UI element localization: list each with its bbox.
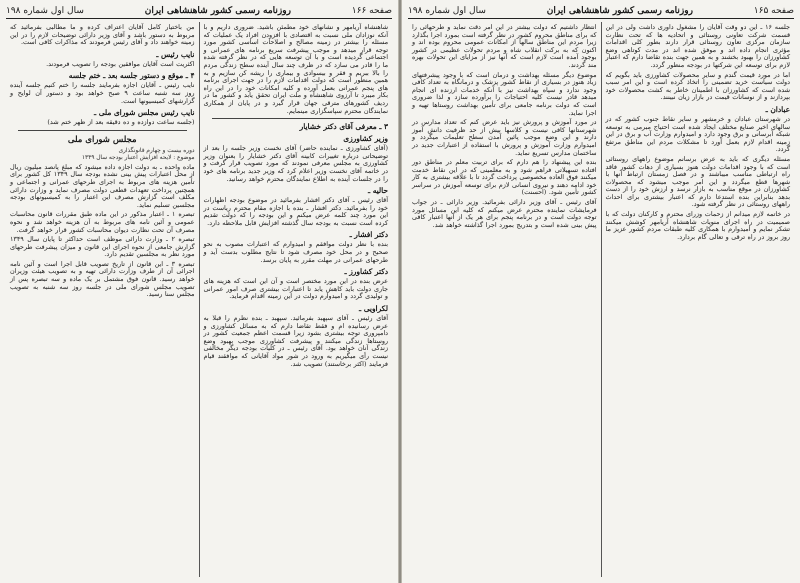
- text-paragraph: (آقای کشاورزی ـ نماینده حاضر) آقای نخست وزیر جلسه را بعد از توضیحاتی درباره تغییرات کابینه آقای دکتر خشایار را بعنوان وزیر کشاورزی به مجلس معرفی نمودند که مورد تصویب قرار گرفت و در خاتمه آقای نخست وزیر اعلام کرد که وزیر جدید برنامه های خود را در جلسات آینده به اطلاع نمایندگان محترم خواهد رسانید.: [203, 144, 388, 183]
- text-paragraph: در مورد آموزش و پرورش نیز باید عرض کنم که تعداد مدارس در شهرستانها کافی نیست و کلاسها بیش از حد ظرفیت دانش آموز دارند و این وضع موجب پائین آمدن سطح تعلیمات میگردد و امیدوارم وزارت آموزش و پرورش با استفاده از اعتبارات جدید در ساختمان مدارس تسریع نماید.: [412, 118, 597, 157]
- section-subheading: دکتر افشار ـ: [349, 230, 388, 240]
- section-subheading: ۳ ـ معرفی آقای دکتر خشایار: [299, 122, 388, 132]
- left-page-header: [6, 4, 392, 19]
- section-subheading: حالیه ـ: [367, 186, 388, 196]
- left-journal-title: روزنامه رسمی کشور شاهنشاهی ایران: [144, 6, 291, 16]
- right-page-col-right: [602, 22, 795, 577]
- right-page-number: صفحه ۱۶۵: [753, 6, 794, 16]
- text-paragraph: در شهرستان عبادان و خرمشهر و سایر نقاط جنوب کشور که در سالهای اخیر صنایع مختلف ایجاد شده است احتیاج مبرمی به توسعه شبکه آبرسانی و برق وجود دارد و امیدوارم وزارت آب و برق در این زمینه اقدام لازم بعمل آورد تا مشکلات مردم این مناطق مرتفع گردد.: [605, 114, 790, 154]
- right-page-columns: [408, 22, 794, 577]
- column-divider-rule: [212, 118, 381, 119]
- text-paragraph: تبصره ۲ ـ وزارت دارائی موظف است حداکثر تا پایان سال ۱۳۴۹ گزارش جامعی از نحوه اجرای این قانون و میزان پیشرفت طرحهای مورد نظر به مجلسین تقدیم دارد.: [10, 235, 195, 259]
- section-heading: مجلس شورای ملی: [67, 134, 137, 145]
- text-paragraph: آقای رئیس ـ آقای سپهبد بفرمائید. سپهبد ـ بنده نظرم را قبلا به عرض رسانیده ام و فقط تقاضا دارم که به مسائل کشاورزی و دامپروری توجه بیشتری بشود زیرا قسمت اعظم جمعیت کشور در روستاها زندگی میکنند و پیشرفت کشاورزی موجب بهبود وضع زندگی آنان خواهد بود. آقای رئیس ـ در کلیات بودجه دیگر مخالفی نیست رأی میگیریم به ورود در شور مواد آقایانی که موافقند قیام فرمایند (اکثر برخاستند) تصویب شد.: [203, 314, 388, 368]
- section-subheading: عبادان ـ: [765, 104, 790, 114]
- text-paragraph: مسئله دیگری که باید به عرض برسانم موضوع راههای روستائی است که با وجود اقدامات دولت هنوز بسیاری از دهات کشور فاقد راه ارتباطی مناسب میباشند و در فصل زمستان ارتباط آنها با شهرها قطع میگردد و این امر موجب میشود که محصولات کشاورزان در موقع مناسب به بازار نرسد و ارزش خود را از دست بدهد بنابراین بنده استدعا دارم که اعتبار بیشتری برای احداث راههای روستائی در نظر گرفته شود.: [605, 154, 790, 209]
- left-page-col-right: [200, 22, 393, 577]
- right-page-header: [408, 4, 794, 19]
- meta-line: دوره بیست و چهارم قانونگذاری: [118, 147, 195, 154]
- text-paragraph: اکثریت است آقایان موافقین بودجه را تصویب فرمودند.: [46, 59, 195, 68]
- section-subheading: ۴ ـ موقع و دستور جلسه بعد ـ ختم جلسه: [68, 71, 195, 81]
- text-paragraph: تبصره ۱ ـ اعتبار مذکور در این ماده طبق مقررات قانون محاسبات عمومی و آئین نامه های مربوط به آن هزینه خواهد شد و نحوه مصرف آن تحت نظارت دیوان محاسبات کشور قرار خواهد گرفت.: [10, 210, 195, 234]
- text-paragraph: انتظار داشتیم که دولت بیشتر در این امر دقت نماید و طرحهائی را که برای مناطق محروم کشور در نظر گرفته است بمورد اجرا بگذارد زیرا مردم این مناطق سالها از امکانات عمومی محروم بوده اند و اکنون که به برکت انقلاب شاه و مردم تحولات عظیمی در کشور بوجود آمده است لازم است که آنها نیز از مزایای این تحولات بهره مند گردند.: [412, 23, 597, 69]
- left-page-col-left: [6, 22, 200, 577]
- right-page-col-left: [408, 22, 602, 577]
- meta-line: موضوع : لایحه افزایش اعتبار بودجه سال ۱۳۴۹: [81, 154, 195, 161]
- right-page: [401, 0, 800, 583]
- column-divider-rule: [18, 130, 187, 131]
- text-paragraph: نایب رئیس ـ آقایان اجازه بفرمایند جلسه را ختم کنیم جلسه آینده روز سه شنبه ساعت ۹ صبح خواهد بود و دستور آن لوایح و گزارشهای کمیسیونها است.: [10, 81, 195, 105]
- text-paragraph: عرض بنده در این مورد مختصر است و آن این است که هزینه های جاری دولت باید کاهش یابد تا اعتبارات بیشتری صرف امور عمرانی و تولیدی گردد و امیدوارم دولت در این زمینه اقدام فرماید.: [203, 277, 388, 301]
- left-issue-label: سال اول شماره ۱۹۸: [6, 6, 84, 16]
- text-paragraph: در خاتمه لازم میدانم از زحمات وزرای محترم و کارکنان دولت که با صمیمیت در راه اجرای منویات شاهنشاه آریامهر کوشش میکنند تشکر نمایم و امیدوارم با همکاری کلیه طبقات مردم کشور عزیز ما روز بروز در راه ترقی و تعالی گام بردارد.: [605, 210, 790, 241]
- left-page-number: صفحه ۱۶۶: [351, 6, 392, 16]
- text-paragraph: موضوع دیگر مسئله بهداشت و درمان است که با وجود پیشرفتهای زیاد هنوز در بسیاری از نقاط کشور پزشک و درمانگاه به تعداد کافی وجود ندارد و سپاه بهداشت نیز با آنکه خدمات ارزنده ای انجام میدهد قادر نیست کلیه احتیاجات را برآورده سازد و لذا ضروری است که دولت برنامه جامعی برای تأمین بهداشت روستاها تهیه و اجرا نماید.: [412, 70, 597, 117]
- section-subheading: نایب رئیس ـ: [156, 49, 195, 59]
- text-paragraph: جلسه ۱۶ ـ این دو وقت آقایان را مشغول داوری داشت ولی در این قسمت شرکت تعاونی روستائی و اتحادیه ها که تحت نظارت سازمان مرکزی تعاون روستائی قرار دارند بطور کلی اقدامات مؤثری انجام داده اند و موفق شده اند در مدت کوتاهی وضع کشاورزان را بهبود بخشند و به همین جهت بنده تقاضا دارم که اعتبار لازم برای توسعه این شرکتها در بودجه منظور گردد.: [605, 23, 790, 69]
- text-paragraph: بنده با نظر دولت موافقم و امیدوارم که اعتبارات مصوب به نحو صحیح و در محل خود مصرف شود تا نتایج مطلوب بدست آید و طرحهای عمرانی در مهلت مقرر به پایان برسد.: [203, 240, 388, 264]
- text-paragraph: بنده این پیشنهاد را هم دارم که برای تربیت معلم در مناطق دور افتاده تسهیلاتی فراهم شود و به معلمینی که در این نقاط خدمت میکنند فوق العاده مخصوصی پرداخت گردد تا با علاقه بیشتری به کار خود ادامه دهند و نیروی انسانی لازم برای توسعه آموزش در سراسر کشور تأمین شود. (احسنت): [412, 158, 597, 197]
- right-journal-title: روزنامه رسمی کشور شاهنشاهی ایران: [546, 6, 693, 16]
- left-page: [0, 0, 399, 583]
- section-subheading: نایب رئیس مجلس شورای ملی ـ: [93, 108, 195, 118]
- text-paragraph: (جلسه ساعت دوازده و ده دقیقه بعد از ظهر ختم شد): [47, 118, 195, 127]
- text-paragraph: ماده واحده ـ به دولت اجازه داده میشود که مبلغ پانصد میلیون ریال از محل اعتبارات پیش بینی نشده بودجه سال ۱۳۴۹ کل کشور برای تأمین هزینه های مربوط به اجرای طرحهای عمرانی و اجتماعی و همچنین پرداخت تعهدات قطعی دولت مصرف نماید و وزارت دارائی مکلف است گزارش مصرف این اعتبار را به کمیسیونهای بودجه مجلسین تسلیم نماید.: [10, 162, 195, 209]
- text-paragraph: اما در مورد قیمت گندم و سایر محصولات کشاورزی باید بگویم که دولت سیاست خرید تضمینی را اتخاذ کرده است و این امر سبب شده است که کشاورزان با اطمینان خاطر به کشت محصولات خود بپردازند و از نوسانات قیمت در بازار زیان نبینند.: [605, 70, 790, 102]
- section-subheading: لکراویی ـ: [359, 304, 388, 314]
- text-paragraph: شاهنشاه آریامهر و نشانهای خود مطمئن باشید. ضروری داریم و با آنکه نوزادان ملی نسبت به اقتصادی با افزودن افراد یک عملیات که مسئله را بیشتر در زمینه مصالح و اصلاحات اساسی کشور مورد توجه قرار میدهد و موجب پیشرفت سریع برنامه های عمرانی و اجتماعی گردیده است و با آن توسعه هایی که در نظر گرفته شده ما را قادر می سازد که در ظرف چند سال آینده سطح زندگی مردم را بالا ببریم و فقر و بیسوادی و بیماری را ریشه کن سازیم و به همین منظور است که دولت اقدامات لازم را در جهت اجرای برنامه های پنجم عمرانی بعمل آورده و کلیه امکانات خود را در این راه بکار میبرد تا آرزوی شاهنشاه و ملت ایران تحقق یابد و کشور ما در ردیف کشورهای مترقی جهان قرار گیرد و در پایان از همکاری نمایندگان محترم سپاسگزاری مینمایم.: [203, 23, 388, 115]
- text-paragraph: من باختیار کامل آقایان اعتراف کرده و ما مطالبی بفرمائید که مربوط به دستور باشد و آقای وزیر دارائی توضیحات لازم را در این زمینه خواهند داد و آقای رئیس فرمودند که مذاکرات کافی است.: [10, 23, 195, 47]
- right-issue-label: سال اول شماره ۱۹۸: [408, 6, 486, 16]
- section-subheading: دکتر کشاورز ـ: [344, 267, 388, 277]
- text-paragraph: تبصره ۳ ـ این قانون از تاریخ تصویب قابل اجرا است و آئین نامه اجرائی آن از طرف وزارت دارائی تهیه و به تصویب هیئت وزیران خواهد رسید. قانون فوق مشتمل بر یک ماده و سه تبصره پس از تصویب مجلس شورای ملی در جلسه روز سه شنبه به تصویب مجلس سنا رسید.: [10, 259, 195, 299]
- left-page-columns: [6, 22, 392, 577]
- text-paragraph: آقای رئیس ـ آقای دکتر افشار بفرمائید در موضوع بودجه اظهارات خود را بفرمائید. دکتر افشار ـ بنده با اجازه مقام محترم ریاست در این مورد چند کلمه عرض میکنم و این بودجه را که دولت تقدیم کرده است نسبت به بودجه سال گذشته افزایش قابل ملاحظه دارد.: [203, 196, 388, 227]
- section-subheading: وزیر کشاورزی: [343, 134, 388, 144]
- text-paragraph: آقای رئیس ـ آقای وزیر دارائی بفرمائید. وزیر دارائی ـ در جواب فرمایشات نماینده محترم عرض میکنم که کلیه این مسائل مورد توجه دولت است و در برنامه پنجم برای هر یک از آنها اعتبار کافی پیش بینی شده است و بتدریج بمورد اجرا گذاشته خواهد شد.: [412, 198, 597, 229]
